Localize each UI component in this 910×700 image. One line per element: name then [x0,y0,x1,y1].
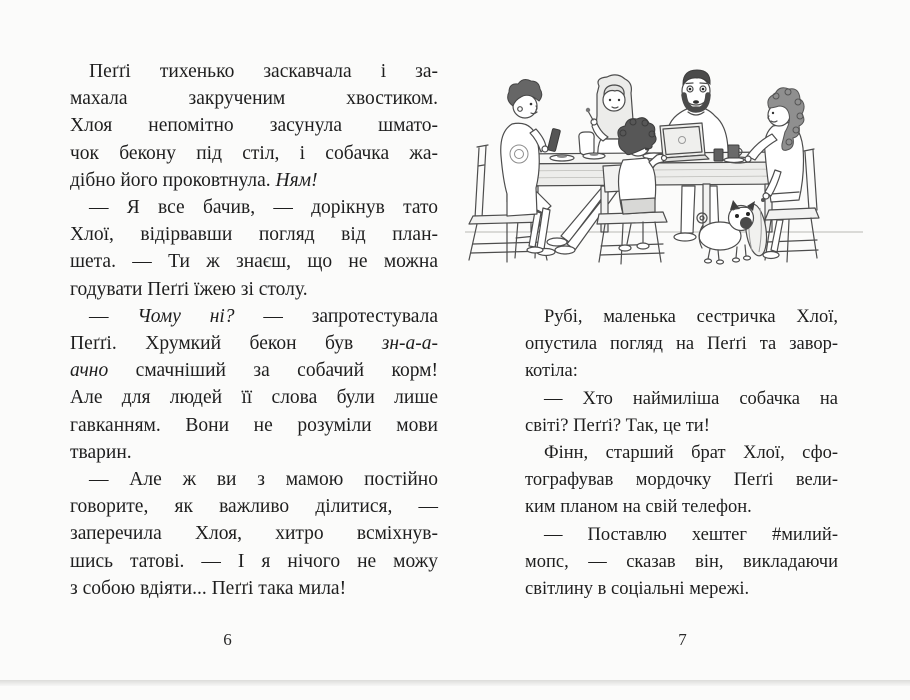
text-segment: Фінн, старший брат Хлої, сфо- [544,443,838,464]
text-segment: тографував мордочку Пеґґі вели- [525,470,838,491]
text-segment: ким планом на свій телефон. [525,497,752,518]
italic-text-segment: ачно [70,360,109,382]
text-segment: годувати Пеґґі їжею зі столу. [70,278,308,300]
text-line [525,304,838,331]
family-dinner-illustration [457,60,871,298]
left-page-text [70,58,438,602]
text-line [70,412,438,439]
text-segment: Але для людей її слова були лише [70,387,438,409]
left-page-number: 6 [223,630,232,649]
italic-text-segment: зн-а-а- [381,333,438,355]
text-segment: — запротестувала [234,305,439,327]
text-segment: шись татові. — І я нічого не можу [70,550,438,572]
text-line [70,248,438,275]
text-line [525,413,838,440]
right-page-number: 7 [678,630,687,649]
italic-text-segment: Ням! [275,169,318,191]
text-segment: — Але ж ви з мамою постійно [89,469,438,491]
right-page-text [525,304,838,603]
text-segment: Пеґґі тихенько заскавчала і за- [89,61,438,82]
text-segment: опустила погляд на Пеґґі та завор- [525,334,838,355]
text-segment: мопс, — сказав він, викладаючи [525,551,838,572]
text-segment: тварин. [70,441,132,463]
mug [728,145,739,158]
text-line [70,493,438,520]
laptop [660,123,709,162]
text-line [525,549,838,576]
text-segment: світі? Пеґґі? Так, це ти! [525,415,710,436]
text-segment: — Поставлю хештег #милий- [544,524,838,545]
text-line [70,276,438,303]
text-segment: Хлоя непомітно засунула шмато- [70,115,438,137]
text-line [525,331,838,358]
text-line [525,576,838,603]
text-line [70,384,438,411]
text-line [70,520,438,547]
text-segment: шета. — Ти ж знаєш, що не можна [70,251,438,273]
text-segment: говорите, як важливо ділитися, — [70,496,438,518]
text-line [525,467,838,494]
text-line [70,439,438,466]
text-segment: — Хто наймиліша собачка на [544,388,838,409]
text-segment: з собою вдіяти... Пеґґі така мила! [70,577,347,599]
cup [714,149,723,161]
text-line [525,358,838,385]
text-segment: — [89,305,138,327]
text-line [525,494,838,521]
jug [579,132,594,155]
page-bottom-edge-shadow [0,680,910,686]
text-line [70,466,438,493]
text-line [70,221,438,248]
text-line [70,548,438,575]
text-segment: махала закрученим хвостиком. [70,88,438,110]
text-line [70,575,438,602]
text-line [70,194,438,221]
text-line [70,140,438,167]
text-segment: — Я все бачив, — дорікнув тато [89,197,438,219]
text-line [70,357,438,384]
text-line [525,386,838,413]
family-dinner-svg [457,60,871,298]
text-line [70,85,438,112]
text-segment: чок бекону під стіл, і собачка жа- [70,142,438,164]
phone [547,128,560,151]
text-segment: Рубі, маленька сестричка Хлої, [544,307,838,327]
text-segment: гавканням. Вони не розуміли мови [70,414,438,436]
text-line [70,303,438,330]
page-right [455,0,910,700]
text-line [70,330,438,357]
italic-text-segment: Чому ні? [137,305,235,327]
text-segment: заперечила Хлоя, хитро всміхнув- [70,523,438,545]
text-line [70,112,438,139]
text-segment: дібно його проковтнула. [70,169,276,191]
text-segment: смачніший за собачий корм! [108,360,438,382]
text-segment: котіла: [525,361,578,382]
text-line [70,58,438,85]
text-line [525,440,838,467]
text-line [525,522,838,549]
text-segment: світлину в соціальні мережі. [525,579,750,600]
text-line [70,167,438,194]
text-segment: Хлої, відірвавши погляд від план- [70,224,438,246]
text-segment: Пеґґі. Хрумкий бекон був [70,333,382,355]
